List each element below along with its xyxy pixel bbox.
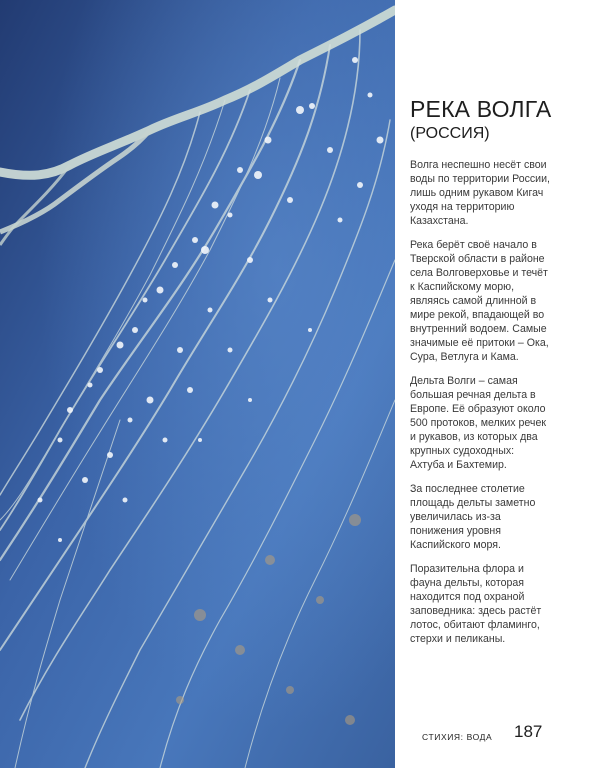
article-title: РЕКА ВОЛГА [410, 96, 552, 122]
paragraph: Река берёт своё начало в Тверской области в районе села Волговерховье и течёт к Каспийскому морю, являясь самой длинной в мире рекой, впадающей во внутренний водоем. Самые значимые её притоки – Ока, Сура, Ветлуга и Кама. [410, 239, 549, 363]
paragraph: Дельта Волги – самая большая речная дельта в Европе. Её образуют около 500 протоков, мелких речек и рукавов, из которых два крупных судоходных: Ахтуба и Бахтемир. [410, 375, 546, 471]
paragraph: Поразительна флора и фауна дельты, которая находится под охраной заповедника: здесь растёт лотос, обитают фламинго, стерхи и пеликаны. [410, 563, 542, 645]
article-subtitle: (РОССИЯ) [410, 125, 490, 142]
paragraph: За последнее столетие площадь дельты заметно увеличилась из-за понижения уровня Каспийского моря. [410, 483, 536, 551]
page-number: 187 [514, 722, 543, 741]
section-label: СТИХИЯ: ВОДА [422, 732, 493, 742]
paragraph: Волга неспешно несёт свои воды по территории России, лишь одним рукавом Кигач уходя на территорию Казахстана. [410, 159, 550, 227]
article-text-column [410, 96, 550, 656]
